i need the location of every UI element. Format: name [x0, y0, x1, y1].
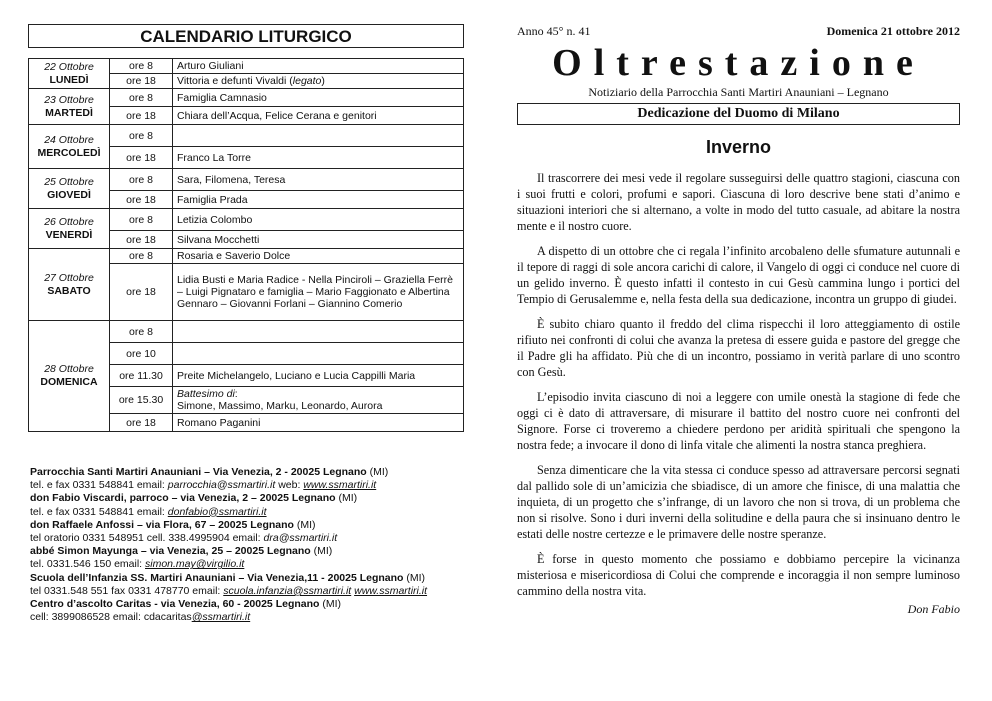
mass-time: ore 11.30: [110, 365, 173, 387]
mass-intention: Letizia Colombo: [173, 209, 464, 231]
masthead: Oltrestazione: [552, 42, 925, 84]
web-link[interactable]: www.ssmartiri.it: [354, 584, 428, 597]
mass-intention: [173, 321, 464, 343]
mass-time: ore 8: [110, 59, 173, 74]
mass-time: ore 18: [110, 74, 173, 89]
calendar-row: [29, 125, 464, 147]
calendar-day: [29, 209, 110, 249]
calendar-row: [29, 59, 464, 74]
mass-intention: [173, 343, 464, 365]
day-weekday: MERCOLEDÌ: [37, 146, 101, 159]
web-link[interactable]: www.ssmartiri.it: [303, 479, 377, 492]
day-weekday: MARTEDÌ: [45, 106, 93, 119]
day-weekday: VENERDÌ: [45, 228, 93, 241]
article-paragraph: A dispetto di un ottobre che ci regala l’infinito arcobaleno delle sfumature autunnali e il tepore di raggi di sole ancora carichi di calore, il Vangelo di oggi ci conduce nel cuore di un gelido inverno. È questo infatti il contesto in cui Gesù cammina lungo i portici del Tempio di Gerusalemme e, nella festa della sua dedicazione, incontra un gruppo di giudei.: [517, 244, 960, 306]
calendar-day: [29, 169, 110, 209]
mass-intention: Silvana Mocchetti: [173, 231, 464, 249]
mass-intention: Romano Paganini: [173, 414, 464, 432]
issue-number: Anno 45° n. 41: [517, 24, 591, 38]
mass-time: ore 8: [110, 169, 173, 191]
dedication-banner: Dedicazione del Duomo di Milano: [517, 103, 960, 125]
day-date: 23 Ottobre: [44, 93, 94, 106]
mass-time: ore 8: [110, 249, 173, 264]
mass-time: ore 18: [110, 231, 173, 249]
mass-intention: Arturo Giuliani: [173, 59, 464, 74]
day-weekday: GIOVEDÌ: [47, 188, 91, 201]
contact-simon: abbé Simon Mayunga – via Venezia, 25 – 20025 Legnano (MI): [30, 545, 333, 558]
day-date: 22 Ottobre: [44, 60, 94, 73]
email-link[interactable]: parrocchia@ssmartiri.it: [167, 479, 276, 492]
day-date: 26 Ottobre: [44, 215, 94, 228]
mass-time: ore 8: [110, 321, 173, 343]
mass-intention: Franco La Torre: [173, 147, 464, 169]
day-date: 27 Ottobre: [44, 271, 94, 284]
mass-time: ore 18: [110, 414, 173, 432]
mass-time: ore 8: [110, 209, 173, 231]
masthead-subtitle: Notiziario della Parrocchia Santi Martiri Anauniani – Legnano: [588, 85, 889, 99]
mass-time: ore 18: [110, 191, 173, 209]
article-body: [517, 170, 960, 599]
mass-time: ore 18: [110, 147, 173, 169]
mass-intention: Famiglia Prada: [173, 191, 464, 209]
contact-school: Scuola dell’Infanzia SS. Martiri Anauniani – Via Venezia,11 - 20025 Legnano (MI): [30, 571, 426, 584]
calendar-row: [29, 89, 464, 107]
email-link[interactable]: dra@ssmartiri.it: [263, 532, 338, 545]
article-paragraph: È subito chiaro quanto il freddo del clima rispecchi il loro atteggiamento di ostile rifiuto nei confronti di colui che avanza la pretesa di essere guida e pastore del gregge che il Padre gli ha affidato. Più che di un incontro, possiamo in verità parlare di uno scontro con Gesù.: [517, 317, 960, 379]
mass-intention: [173, 125, 464, 147]
email-link[interactable]: donfabio@ssmartiri.it: [167, 505, 267, 518]
article-paragraph: Senza dimenticare che la vita stessa ci conduce spesso ad attraversare percorsi segnati dal pallido sole di un’amicizia che sbiadisce, di un amore che finisce, di una malattia che inquieta, di un progetto che s’infrange, di un lavoro che non si trova, di un problema che non si risolve. Sono i duri inverni della solitudine e della paura che si insinuano dentro le estati delle nostre certezze e le primavere delle nostre speranze.: [517, 463, 960, 541]
calendar-row: [29, 249, 464, 264]
contact-raffaele: don Raffaele Anfossi – via Flora, 67 – 20025 Legnano (MI): [30, 518, 316, 531]
mass-intention: Vittoria e defunti Vivaldi (legato): [173, 74, 464, 89]
calendar-row: [29, 321, 464, 343]
contact-caritas: Centro d’ascolto Caritas - via Venezia, 60 - 20025 Legnano (MI): [30, 598, 342, 611]
calendar-day: [29, 249, 110, 321]
calendar-day: [29, 125, 110, 169]
mass-time: ore 8: [110, 125, 173, 147]
email-link[interactable]: scuola.infanzia@ssmartiri.it: [223, 584, 352, 597]
contacts-block: Parrocchia Santi Martiri Anauniani – Via Venezia, 2 - 20025 Legnano (MI) tel. e fax 0331 548841 email: parrocchia@ssmartiri.it web: www.ssmartiri.it don Fabio Viscardi, parroco – via Venezia, 2 – 20025 Legnano (MI) tel. e fax 0331 548841 email: donfabio@ssmartiri.it don Raffaele Anfossi – via Flora, 67 – 20025 Legnano (MI) tel oratorio 0331 548951 cell. 338.4995904 email: dra@ssmartiri.it abbé Simon Mayunga – via Venezia, 25 – 20025 Legnano (MI) tel. 0331.546 150 email: simon.may@virgilio.it Scuola dell’Infanzia SS. Martiri Anauniani – Via Venezia,11 - 20025 Legnano (MI) tel 0331.548 551 fax 0331 478770 email: scuola.infanzia@ssmartiri.it www.ssmartiri.it Centro d’ascolto Caritas - via Venezia, 60 - 20025 Legnano (MI) cell: 3899086528 email: cdacaritas@ssmartiri.it: [30, 466, 470, 624]
email-link[interactable]: @ssmartiri.it: [191, 611, 251, 624]
calendar-day: [29, 89, 110, 125]
day-date: 28 Ottobre: [44, 363, 94, 375]
day-date: 24 Ottobre: [44, 133, 94, 146]
contact-parroco: don Fabio Viscardi, parroco – via Venezia, 2 – 20025 Legnano (MI): [30, 492, 358, 505]
day-weekday: LUNEDÌ: [49, 73, 89, 86]
contact-parish: Parrocchia Santi Martiri Anauniani – Via Venezia, 2 - 20025 Legnano (MI): [30, 466, 389, 478]
liturgical-calendar-table: [28, 58, 464, 432]
article-title: Inverno: [705, 137, 771, 157]
calendar-day: [29, 59, 110, 89]
mass-intention: Rosaria e Saverio Dolce: [173, 249, 464, 264]
article-paragraph: È forse in questo momento che possiamo e dobbiamo percepire la vicinanza misteriosa e misericordiosa di Colui che comprende e incoraggia il non sempre luminoso cammino della nostra vita.: [517, 552, 960, 598]
mass-time: ore 8: [110, 89, 173, 107]
day-weekday: DOMENICA: [40, 376, 98, 388]
article-signature: Don Fabio: [907, 602, 960, 616]
calendar-row: [29, 169, 464, 191]
mass-intention: Lidia Busti e Maria Radice - Nella Pinciroli – Graziella Ferrè – Luigi Pignataro e famiglia – Mario Faggionato e Albertina Gennaro – Giovanni Forlani – Giannino Comerio: [173, 264, 464, 321]
calendar-day: [29, 321, 110, 432]
mass-intention: Sara, Filomena, Teresa: [173, 169, 464, 191]
day-date: 25 Ottobre: [44, 175, 94, 188]
email-link[interactable]: simon.may@virgilio.it: [145, 558, 245, 571]
day-weekday: SABATO: [47, 284, 91, 297]
issue-header: [517, 24, 960, 39]
mass-intention: Famiglia Camnasio: [173, 89, 464, 107]
mass-time: ore 18: [110, 107, 173, 125]
calendar-row: [29, 209, 464, 231]
article-paragraph: L’episodio invita ciascuno di noi a leggere con umile onestà la stagione di fede che oggi ci è dato di attraversare, di misurare il battito del nostro cuore nei confronti del Signore. Forse ci troveremo a chiedere perdono per aridità spirituali che spengono la nostra fede; a invocare il dono di linfa vitale che alimenti la nostra stanca preghiera.: [517, 390, 960, 452]
article-paragraph: Il trascorrere dei mesi vede il regolare susseguirsi delle quattro stagioni, ciascuna con i suoi frutti e colori, profumi e sapori. Ciascuna di loro descrive bene stati d’animo e situazioni interiori che si alternano, a volte in modo del tutto casuale, ad abitare la nostra mente e il nostro cuore.: [517, 171, 960, 233]
mass-time: ore 15.30: [110, 387, 173, 414]
mass-time: ore 10: [110, 343, 173, 365]
issue-date: Domenica 21 ottobre 2012: [826, 24, 960, 38]
mass-intention: Chiara dell’Acqua, Felice Cerana e genitori: [173, 107, 464, 125]
mass-intention: Battesimo di: Simone, Massimo, Marku, Leonardo, Aurora: [173, 387, 464, 414]
mass-time: ore 18: [110, 264, 173, 321]
mass-intention: Preite Michelangelo, Luciano e Lucia Cappilli Maria: [173, 365, 464, 387]
calendar-title: CALENDARIO LITURGICO: [28, 24, 464, 48]
